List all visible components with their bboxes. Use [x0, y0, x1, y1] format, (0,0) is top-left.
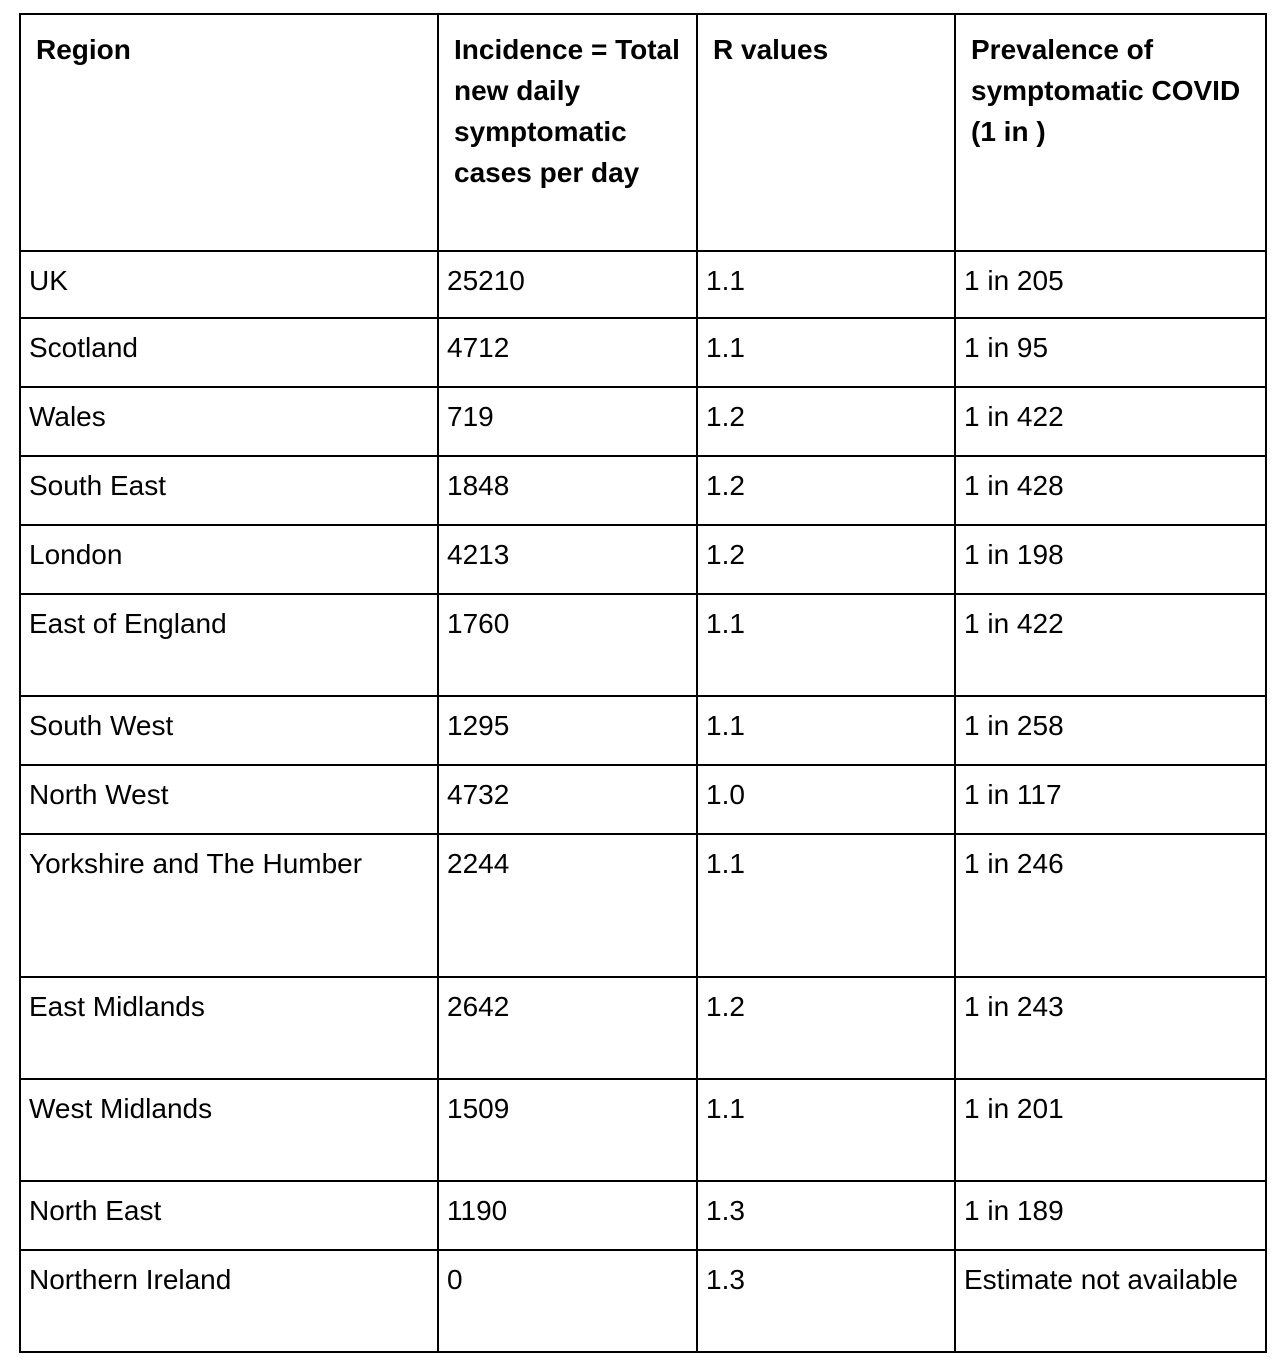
cell-incidence: 4213: [438, 525, 697, 594]
cell-region: North East: [20, 1181, 438, 1250]
table-header: [20, 14, 1266, 251]
cell-r-value: 1.1: [697, 834, 955, 977]
cell-r-value: 1.1: [697, 1079, 955, 1181]
cell-region: Northern Ireland: [20, 1250, 438, 1352]
cell-incidence: 1760: [438, 594, 697, 696]
header-r-values: R values: [697, 14, 955, 251]
cell-incidence: 1295: [438, 696, 697, 765]
table-row: [20, 1181, 1266, 1250]
cell-incidence: 1509: [438, 1079, 697, 1181]
table-row: [20, 318, 1266, 387]
cell-incidence: 2642: [438, 977, 697, 1079]
table-row: [20, 387, 1266, 456]
header-prevalence: Prevalence of symptomatic COVID (1 in ): [955, 14, 1266, 251]
cell-incidence: 4712: [438, 318, 697, 387]
cell-region: East of England: [20, 594, 438, 696]
cell-prevalence: 1 in 205: [955, 251, 1266, 318]
cell-region: Wales: [20, 387, 438, 456]
header-region: Region: [20, 14, 438, 251]
table-row: [20, 765, 1266, 834]
cell-r-value: 1.3: [697, 1250, 955, 1352]
cell-incidence: 1848: [438, 456, 697, 525]
cell-prevalence: 1 in 246: [955, 834, 1266, 977]
cell-incidence: 1190: [438, 1181, 697, 1250]
cell-prevalence: 1 in 117: [955, 765, 1266, 834]
cell-region: South West: [20, 696, 438, 765]
cell-r-value: 1.2: [697, 387, 955, 456]
table-row: [20, 456, 1266, 525]
cell-prevalence: 1 in 422: [955, 387, 1266, 456]
cell-r-value: 1.1: [697, 251, 955, 318]
cell-r-value: 1.0: [697, 765, 955, 834]
cell-incidence: 25210: [438, 251, 697, 318]
cell-r-value: 1.1: [697, 594, 955, 696]
covid-regional-table: [19, 13, 1267, 1353]
table-row: [20, 977, 1266, 1079]
cell-prevalence: 1 in 243: [955, 977, 1266, 1079]
cell-r-value: 1.1: [697, 318, 955, 387]
header-row: [20, 14, 1266, 251]
cell-incidence: 4732: [438, 765, 697, 834]
cell-prevalence: 1 in 258: [955, 696, 1266, 765]
cell-prevalence: 1 in 201: [955, 1079, 1266, 1181]
cell-region: Scotland: [20, 318, 438, 387]
cell-region: East Midlands: [20, 977, 438, 1079]
cell-r-value: 1.2: [697, 456, 955, 525]
table-row: [20, 834, 1266, 977]
cell-prevalence: 1 in 95: [955, 318, 1266, 387]
table-row: [20, 251, 1266, 318]
table-row: [20, 1250, 1266, 1352]
cell-region: Yorkshire and The Humber: [20, 834, 438, 977]
table-row: [20, 696, 1266, 765]
cell-incidence: 719: [438, 387, 697, 456]
cell-region: London: [20, 525, 438, 594]
table-row: [20, 594, 1266, 696]
cell-r-value: 1.2: [697, 977, 955, 1079]
table-row: [20, 525, 1266, 594]
cell-region: West Midlands: [20, 1079, 438, 1181]
cell-region: South East: [20, 456, 438, 525]
cell-r-value: 1.2: [697, 525, 955, 594]
cell-prevalence: 1 in 428: [955, 456, 1266, 525]
cell-incidence: 2244: [438, 834, 697, 977]
cell-region: North West: [20, 765, 438, 834]
cell-incidence: 0: [438, 1250, 697, 1352]
cell-r-value: 1.1: [697, 696, 955, 765]
cell-prevalence: Estimate not available: [955, 1250, 1266, 1352]
table-body: [20, 251, 1266, 1352]
cell-r-value: 1.3: [697, 1181, 955, 1250]
cell-prevalence: 1 in 198: [955, 525, 1266, 594]
cell-region: UK: [20, 251, 438, 318]
header-incidence: Incidence = Total new daily symptomatic cases per day: [438, 14, 697, 251]
table-row: [20, 1079, 1266, 1181]
cell-prevalence: 1 in 189: [955, 1181, 1266, 1250]
cell-prevalence: 1 in 422: [955, 594, 1266, 696]
